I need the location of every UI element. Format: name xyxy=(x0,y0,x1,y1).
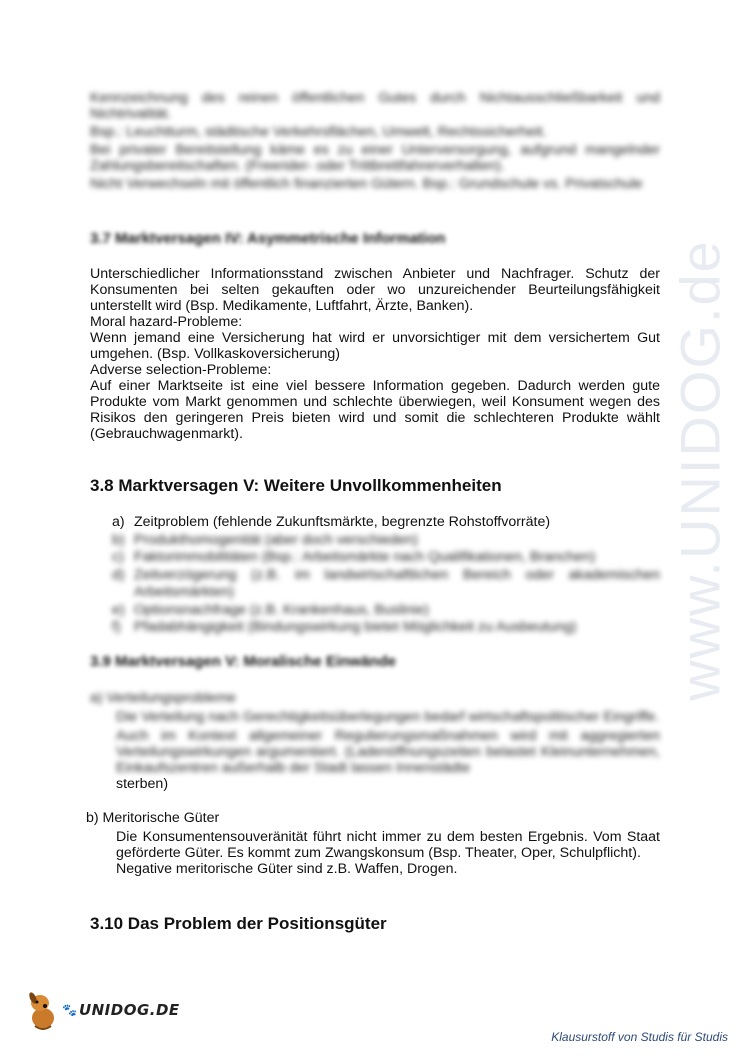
blurred-paragraph: Auch im Kontext allgemeiner Regulierungsmaßnahmen wird mit aggregierten Verteilungswirkungen argumentiert. (Ladenöffnungszeiten belastet Kleinunternehmen, Einkaufszentren außerhalb der Stadt lassen Innenstädte xyxy=(116,728,660,776)
paragraph: Negative meritorische Güter sind z.B. Waffen, Drogen. xyxy=(116,861,458,877)
blurred-intro-section xyxy=(90,90,660,192)
unidog-logo[interactable] xyxy=(26,988,180,1032)
blurred-paragraph: Bei privater Bereitstellung käme es zu einer Unterversorgung, aufgrund mangelnder Zahlungsbereitschaften. (Freerider- oder Trittbrettfahrerverhalten). xyxy=(90,142,660,174)
blurred-paragraph: Nicht Verwechseln mit öffentlich finanzierten Gütern. Bsp.: Grundschule vs. Privatschule xyxy=(90,176,643,192)
list-item-text: Pfadabhängigkeit (Bindungswirkung bietet Möglichkeit zu Ausbeutung) xyxy=(134,619,577,635)
list-item xyxy=(112,619,660,637)
list-marker: e) xyxy=(112,601,125,618)
list-item xyxy=(112,567,660,602)
dog-mascot-icon xyxy=(26,988,60,1032)
list-item-text: Zeitverzögerung (z.B. im landwirtschaftlichen Bereich oder akademischen Arbeitsmärkten) xyxy=(134,566,660,600)
list-item xyxy=(112,549,660,567)
logo-text: UNIDOG.DE xyxy=(78,1001,180,1019)
blurred-paragraph: Kennzeichnung des reinen öffentlichen Gutes durch Nichtausschließbarkeit und Nichtrivalität. xyxy=(90,90,660,122)
section-heading-3-7: 3.7 Marktversagen IV: Asymmetrische Information xyxy=(90,230,446,247)
subsection-title: b) Meritorische Güter xyxy=(86,810,220,826)
section-3-7-body xyxy=(90,266,660,442)
section-3-9-b xyxy=(86,810,660,877)
blurred-paragraph: Die Verteilung nach Gerechtigkeitsüberlegungen bedarf wirtschaftspolitischer Eingriffe. xyxy=(116,709,660,725)
watermark: www.UNIDOG.de xyxy=(668,239,732,701)
list-item-text: Optionsnachfrage (z.B. Krankenhaus, Buslinie) xyxy=(134,601,429,618)
list-item-text: Faktorimmobilitäten (Bsp.: Arbeitsmärkte nach Qualifikationen, Branchen) xyxy=(134,549,596,565)
paragraph: Wenn jemand eine Versicherung hat wird er unvorsichtiger mit dem versichertem Gut umgehen. (Bsp. Vollkaskoversicherung) xyxy=(90,330,660,362)
paragraph: Moral hazard-Probleme: xyxy=(90,314,243,330)
footer-tagline: Klausurstoff von Studis für Studis xyxy=(551,1030,728,1044)
imperfections-list xyxy=(112,514,660,637)
list-marker: a) xyxy=(112,514,125,530)
list-item xyxy=(112,514,660,532)
list-item xyxy=(112,602,660,620)
paragraph-tail: sterben) xyxy=(116,776,169,792)
list-marker: d) xyxy=(112,566,125,583)
section-heading-3-8: 3.8 Marktversagen V: Weitere Unvollkommenheiten xyxy=(90,476,502,495)
list-marker: b) xyxy=(112,531,125,548)
section-heading-3-9: 3.9 Marktversagen V: Moralische Einwände xyxy=(90,653,396,670)
paw-icon: 🐾 xyxy=(62,1003,77,1017)
list-item-text: Zeitproblem (fehlende Zukunftsmärkte, begrenzte Rohstoffvorräte) xyxy=(134,514,551,530)
paragraph: Die Konsumentensouveränität führt nicht immer zu dem besten Ergebnis. Vom Staat geförderte Güter. Es kommt zum Zwangskonsum (Bsp. Theater, Oper, Schulpflicht). xyxy=(116,829,660,861)
section-3-9-a xyxy=(90,690,660,792)
list-item xyxy=(112,532,660,550)
section-heading-3-10: 3.10 Das Problem der Positionsgüter xyxy=(90,914,387,933)
list-item-text: Produkthomogenität (aber doch verschieden) xyxy=(134,531,418,548)
paragraph: Auf einer Marktseite ist eine viel bessere Information gegeben. Dadurch werden gute Produkte vom Markt genommen und schlechte überwiegen, weil Konsument wegen des Risikos den geringeren Preis bieten wird und somit die schlechteren Produkte wählt (Gebrauchwagenmarkt). xyxy=(90,378,660,442)
paragraph: Unterschiedlicher Informationsstand zwischen Anbieter und Nachfrager. Schutz der Konsumenten bei selten gekauften oder wo unzureichender Beurteilungsfähigkeit unterstellt wird (Bsp. Medikamente, Luftfahrt, Ärzte, Banken). xyxy=(90,266,660,314)
blurred-paragraph: Bsp.: Leuchtturm, städtische Verkehrsflächen, Umwelt, Rechtssicherheit. xyxy=(90,124,547,140)
subsection-title: a) Verteilungsprobleme xyxy=(90,690,236,706)
paragraph: Adverse selection-Probleme: xyxy=(90,362,272,378)
list-marker: c) xyxy=(112,549,124,565)
list-marker: f) xyxy=(112,619,121,635)
